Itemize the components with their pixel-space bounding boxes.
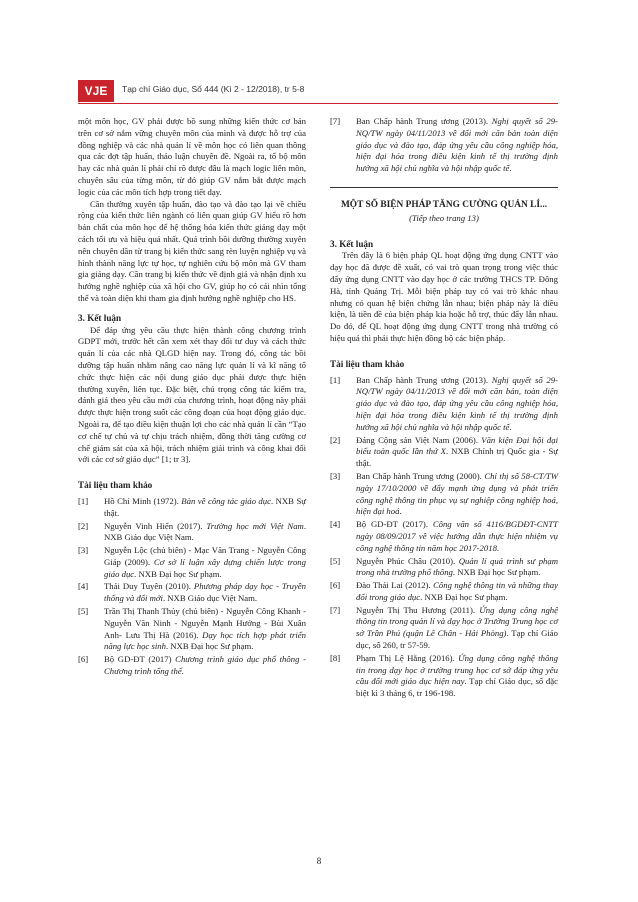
reference-number: [2] bbox=[330, 434, 341, 445]
reference-number: [3] bbox=[330, 470, 341, 481]
reference-number: [5] bbox=[78, 606, 89, 617]
journal-logo: VJE bbox=[78, 80, 114, 102]
reference-publisher: . NXB Giáo dục Việt Nam. bbox=[104, 520, 307, 543]
reference-title: Ứng dụng công nghệ thông tin trong dạy học ở trường trung học cơ sở đáp ứng yêu cầu đổi mới giáo dục hiện nay bbox=[356, 652, 558, 687]
reference-item bbox=[330, 375, 558, 434]
reference-publisher: . bbox=[496, 542, 500, 553]
paragraph: một môn học, GV phải được bồ sung những kiến thức cơ bản trên cơ sở nắm vững chuyên môn của mình và được hỗ trợ của đồng nghiệp và các nhà quản lí về môn học có liên quan thông qua các đợt tập huấn, thảo luận chuyên đề. Ngoài ra, tổ bộ môn hay các nhà quản lí phải chỉ rõ được đâu là mạch logic liên môn, chuyên sâu của từng môn, từ đó giúp GV nắm bắt được mạch logic của các môn tích hợp trong tiết dạy. bbox=[78, 116, 306, 197]
reference-author: Thái Duy Tuyên (2010). bbox=[104, 581, 194, 592]
reference-item bbox=[330, 116, 558, 175]
reference-item bbox=[78, 496, 306, 520]
reference-item bbox=[330, 519, 558, 554]
reference-publisher: . NXB Đại học Sư phạm. bbox=[134, 568, 222, 579]
reference-author: Ban Chấp hành Trung ương (2013). bbox=[356, 116, 492, 126]
reference-title: Công nghệ thông tin và những thay đổi trong giáo dục bbox=[356, 580, 558, 602]
reference-item bbox=[330, 471, 558, 518]
reference-number: [1] bbox=[330, 374, 341, 385]
reference-title: Phương pháp dạy học - Truyền thống và đổi mới bbox=[104, 581, 307, 604]
paragraph: Cần thường xuyên tập huấn, đào tạo và đào tạo lại về chiều rộng của kiến thức liên ngành có liên quan giúp GV hiểu rõ hơn bản chất của môn học để hệ thống hóa kiến thức giảng dạy một cách tối ưu và hiệu quả nhất. Quá trình bồi dưỡng thường xuyên nên chuyên dần từ trang bị kiến thức sang rèn luyện nghiệp vụ và hình thành năng lực tự học, tự nghiên cứu bộ môn mà GV tham gia giảng dạy. Cần trang bị kiến thức về định giá và nhận định xu hướng nghề nghiệp của xã hội cho GV, giúp họ có cái nhìn tổng thể và toàn diện khi tham gia định hướng nghề nghiệp cho HS. bbox=[78, 198, 306, 303]
reference-number: [4] bbox=[330, 519, 341, 530]
reference-publisher: . NXB Đại học Sư phạm. bbox=[452, 567, 541, 578]
reference-author: Đảng Cộng sản Việt Nam (2006). bbox=[356, 434, 482, 445]
reference-publisher: . NXB Sự thật. bbox=[104, 495, 306, 518]
reference-number: [1] bbox=[78, 495, 89, 506]
reference-author: Ban Chấp hành Trung ương (2013). bbox=[356, 374, 492, 385]
left-column bbox=[78, 116, 306, 679]
reference-author: Nguyễn Phúc Châu (2010). bbox=[356, 555, 459, 566]
reference-publisher: . Tạp chí Giáo dục, số đặc biệt kì 3 tháng 6, tr 196-198. bbox=[356, 676, 558, 699]
reference-number: [5] bbox=[330, 555, 341, 566]
reference-publisher: . NXB Đại học Sư phạm. bbox=[165, 641, 254, 652]
reference-title: Công văn số 4116/BGDĐT-CNTT ngày 08/09/2017 về việc hướng dẫn thực hiện nhiệm vụ công nghệ thông tin năm học 2017-2018 bbox=[356, 519, 558, 553]
reference-number: [4] bbox=[78, 581, 89, 592]
reference-title: Văn kiện Đại hội đại biểu toàn quốc lần thứ X bbox=[356, 434, 558, 457]
reference-item bbox=[78, 581, 306, 605]
reference-item bbox=[78, 521, 306, 545]
page-header bbox=[78, 80, 558, 102]
reference-item bbox=[78, 606, 306, 653]
reference-item bbox=[330, 435, 558, 470]
reference-title: Cơ sở lí luận xây dựng chiến lược trong giáo dục bbox=[104, 556, 306, 579]
reference-title: Chương trình giáo dục phổ thông - Chương trình tổng thể bbox=[104, 654, 306, 677]
reference-title: Bàn về công tác giáo dục bbox=[181, 495, 271, 506]
reference-author: Ban Chấp hành Trung ương (2000). bbox=[356, 470, 485, 481]
references-heading: Tài liệu tham khảo bbox=[330, 358, 405, 369]
reference-list bbox=[330, 375, 558, 701]
right-column bbox=[330, 116, 558, 701]
references-heading: Tài liệu tham khảo bbox=[78, 480, 153, 491]
reference-publisher: . bbox=[181, 666, 184, 677]
reference-item bbox=[78, 545, 306, 580]
reference-publisher: . bbox=[509, 421, 512, 432]
reference-author: Bộ GD-ĐT (2017) bbox=[104, 654, 176, 665]
section-title: MỘT SỐ BIỆN PHÁP TĂNG CƯỜNG QUẢN LÍ... bbox=[340, 199, 548, 210]
paragraph: Để đáp ứng yêu cầu thực hiện thành công chương trình GDPT mới, trước hết cần xem xét thay đổi tư duy và cách thức quản lí của các nhà QLGD hiện nay. Trong đó, công tác bồi dưỡng tập huấn nhằm nâng cao năng lực quản lí và kĩ năng tổ chức thực hiện các nội dung giáo dục phải được thực hiện thường xuyên, liên tục. Đặc biệt, chú trọng công tác kiểm tra, đánh giá theo yêu cầu mới của chương trình, hoạt động này phải được thực hiện trong suốt các công đoạn của hoạt động giáo dục. Ngoài ra, để tạo điều kiện thuận lợi cho các nhà quản lí cần “Tạo cơ chế tự chủ và tự chịu trách nhiệm, đồng thời tăng cường cơ chế giám sát của xã hội, trách nhiệm giải trình và công khai đổi với các cơ sở giáo dục” [1; tr 3]. bbox=[78, 324, 306, 465]
reference-title: Dạy học tích hợp phát triển năng lực học sinh bbox=[104, 629, 306, 652]
reference-author: Nguyễn Thị Thu Hương (2011). bbox=[356, 604, 480, 615]
reference-number: [2] bbox=[78, 520, 89, 531]
reference-title: Nghị quyết số 29-NQ/TW ngày 04/11/2013 về đổi mới căn bản toàn diện giáo dục và đào tạo, đáp ứng yêu cầu công nghiệp hóa, hiện đại hóa trong điều kiện kinh tế thị trường định hướng xã hội chủ nghĩa và hội nhập quốc tế bbox=[356, 116, 559, 174]
reference-item bbox=[78, 654, 306, 678]
reference-publisher: . NXB Chính trị Quốc gia - Sự thật. bbox=[356, 446, 558, 469]
reference-item bbox=[330, 580, 558, 604]
reference-author: Đào Thái Lai (2012). bbox=[356, 580, 434, 591]
header-rule bbox=[78, 103, 558, 104]
section-divider bbox=[330, 187, 558, 188]
reference-number: [8] bbox=[330, 652, 341, 663]
reference-title: Nghị quyết số 29-NQ/TW ngày 04/11/2013 về đổi mới căn bản, toàn diện giáo dục và đào tạo, đáp ứng yêu cầu công nghiệp hóa, hiện đại hóa trong điều kiện kinh tế thị trường định hướng xã hội chủ nghĩa và hội nhập quốc tế bbox=[356, 374, 559, 432]
reference-author: Bộ GD-ĐT (2017). bbox=[356, 519, 433, 530]
reference-item bbox=[330, 653, 558, 700]
reference-title: Quản lí quá trình sư phạm trong nhà trường phổ thông bbox=[356, 555, 559, 578]
reference-item bbox=[330, 556, 558, 580]
conclusion-heading: 3. Kết luận bbox=[330, 238, 374, 249]
reference-author: Nguyễn Vinh Hiển (2017). bbox=[104, 520, 207, 531]
reference-list bbox=[78, 496, 306, 678]
reference-publisher: . NXB Đại học Sư phạm. bbox=[420, 591, 508, 602]
reference-list bbox=[330, 116, 558, 175]
reference-title: Trường học mới Việt Nam bbox=[206, 520, 304, 531]
reference-title: Ứng dụng công nghệ thông tin trong quản lí và dạy học ở Trường Trung học cơ sở Trần Phú (quận Lê Chân - Hải Phòng) bbox=[356, 604, 558, 639]
reference-number: [7] bbox=[330, 604, 341, 615]
section-subtitle: (Tiếp theo trang 13) bbox=[409, 212, 479, 223]
reference-author: Trần Thị Thanh Thủy (chủ biên) - Nguyễn Công Khanh - Nguyễn Văn Ninh - Nguyễn Mạnh Hưởng - Bùi Xuân Anh- Lưu Thị Hà (2016). bbox=[104, 606, 306, 640]
reference-item bbox=[330, 605, 558, 652]
reference-author: Phạm Thị Lệ Hằng (2016). bbox=[356, 652, 459, 663]
reference-author: Nguyễn Lộc (chủ biên) - Mạc Văn Trang - Nguyễn Công Giáp (2009). bbox=[104, 545, 306, 567]
reference-publisher: . NXB Giáo dục Việt Nam. bbox=[162, 593, 258, 604]
reference-number: [6] bbox=[330, 580, 341, 591]
reference-author: Hồ Chí Minh (1972). bbox=[104, 495, 182, 506]
journal-citation: Tạp chí Giáo dục, Số 444 (Kì 2 - 12/2018), tr 5-8 bbox=[122, 84, 305, 94]
reference-number: [6] bbox=[78, 654, 89, 665]
paragraph: Trên đây là 6 biện pháp QL hoạt động ứng dụng CNTT vào dạy học đã được đề xuất, có vai trò quan trọng trong việc thúc đẩy ứng dụng CNTT vào dạy học ở các trường THCS TP. Đông Hà, tỉnh Quảng Trị. Mỗi biện pháp tuy có vai trò khác nhau nhưng có quan hệ biện chứng lẫn nhau; biện pháp này là điều kiện, là tiền đề của biện pháp kia hoặc hỗ trợ, thúc đẩy lẫn nhau. Do đó, để QL hoạt động ứng dụng CNTT trong nhà trường có hiệu quả thì phải thực hiện đồng bộ các biện pháp. bbox=[330, 250, 558, 343]
reference-publisher: . bbox=[399, 506, 402, 517]
reference-publisher: . Tạp chí Giáo dục, số 260, tr 57-59. bbox=[356, 628, 558, 651]
reference-number: [3] bbox=[78, 545, 89, 556]
page-number: 8 bbox=[316, 856, 322, 866]
reference-title: Chỉ thị số 58-CT/TW ngày 17/10/2000 về đẩy mạnh ứng dụng và phát triển công nghệ thông tin phục vụ sự nghiệp công nghiệp hoá, hiện đại hoá bbox=[356, 470, 558, 517]
reference-publisher: . bbox=[509, 163, 512, 174]
reference-number: [7] bbox=[330, 116, 341, 126]
conclusion-heading: 3. Kết luận bbox=[78, 312, 122, 323]
